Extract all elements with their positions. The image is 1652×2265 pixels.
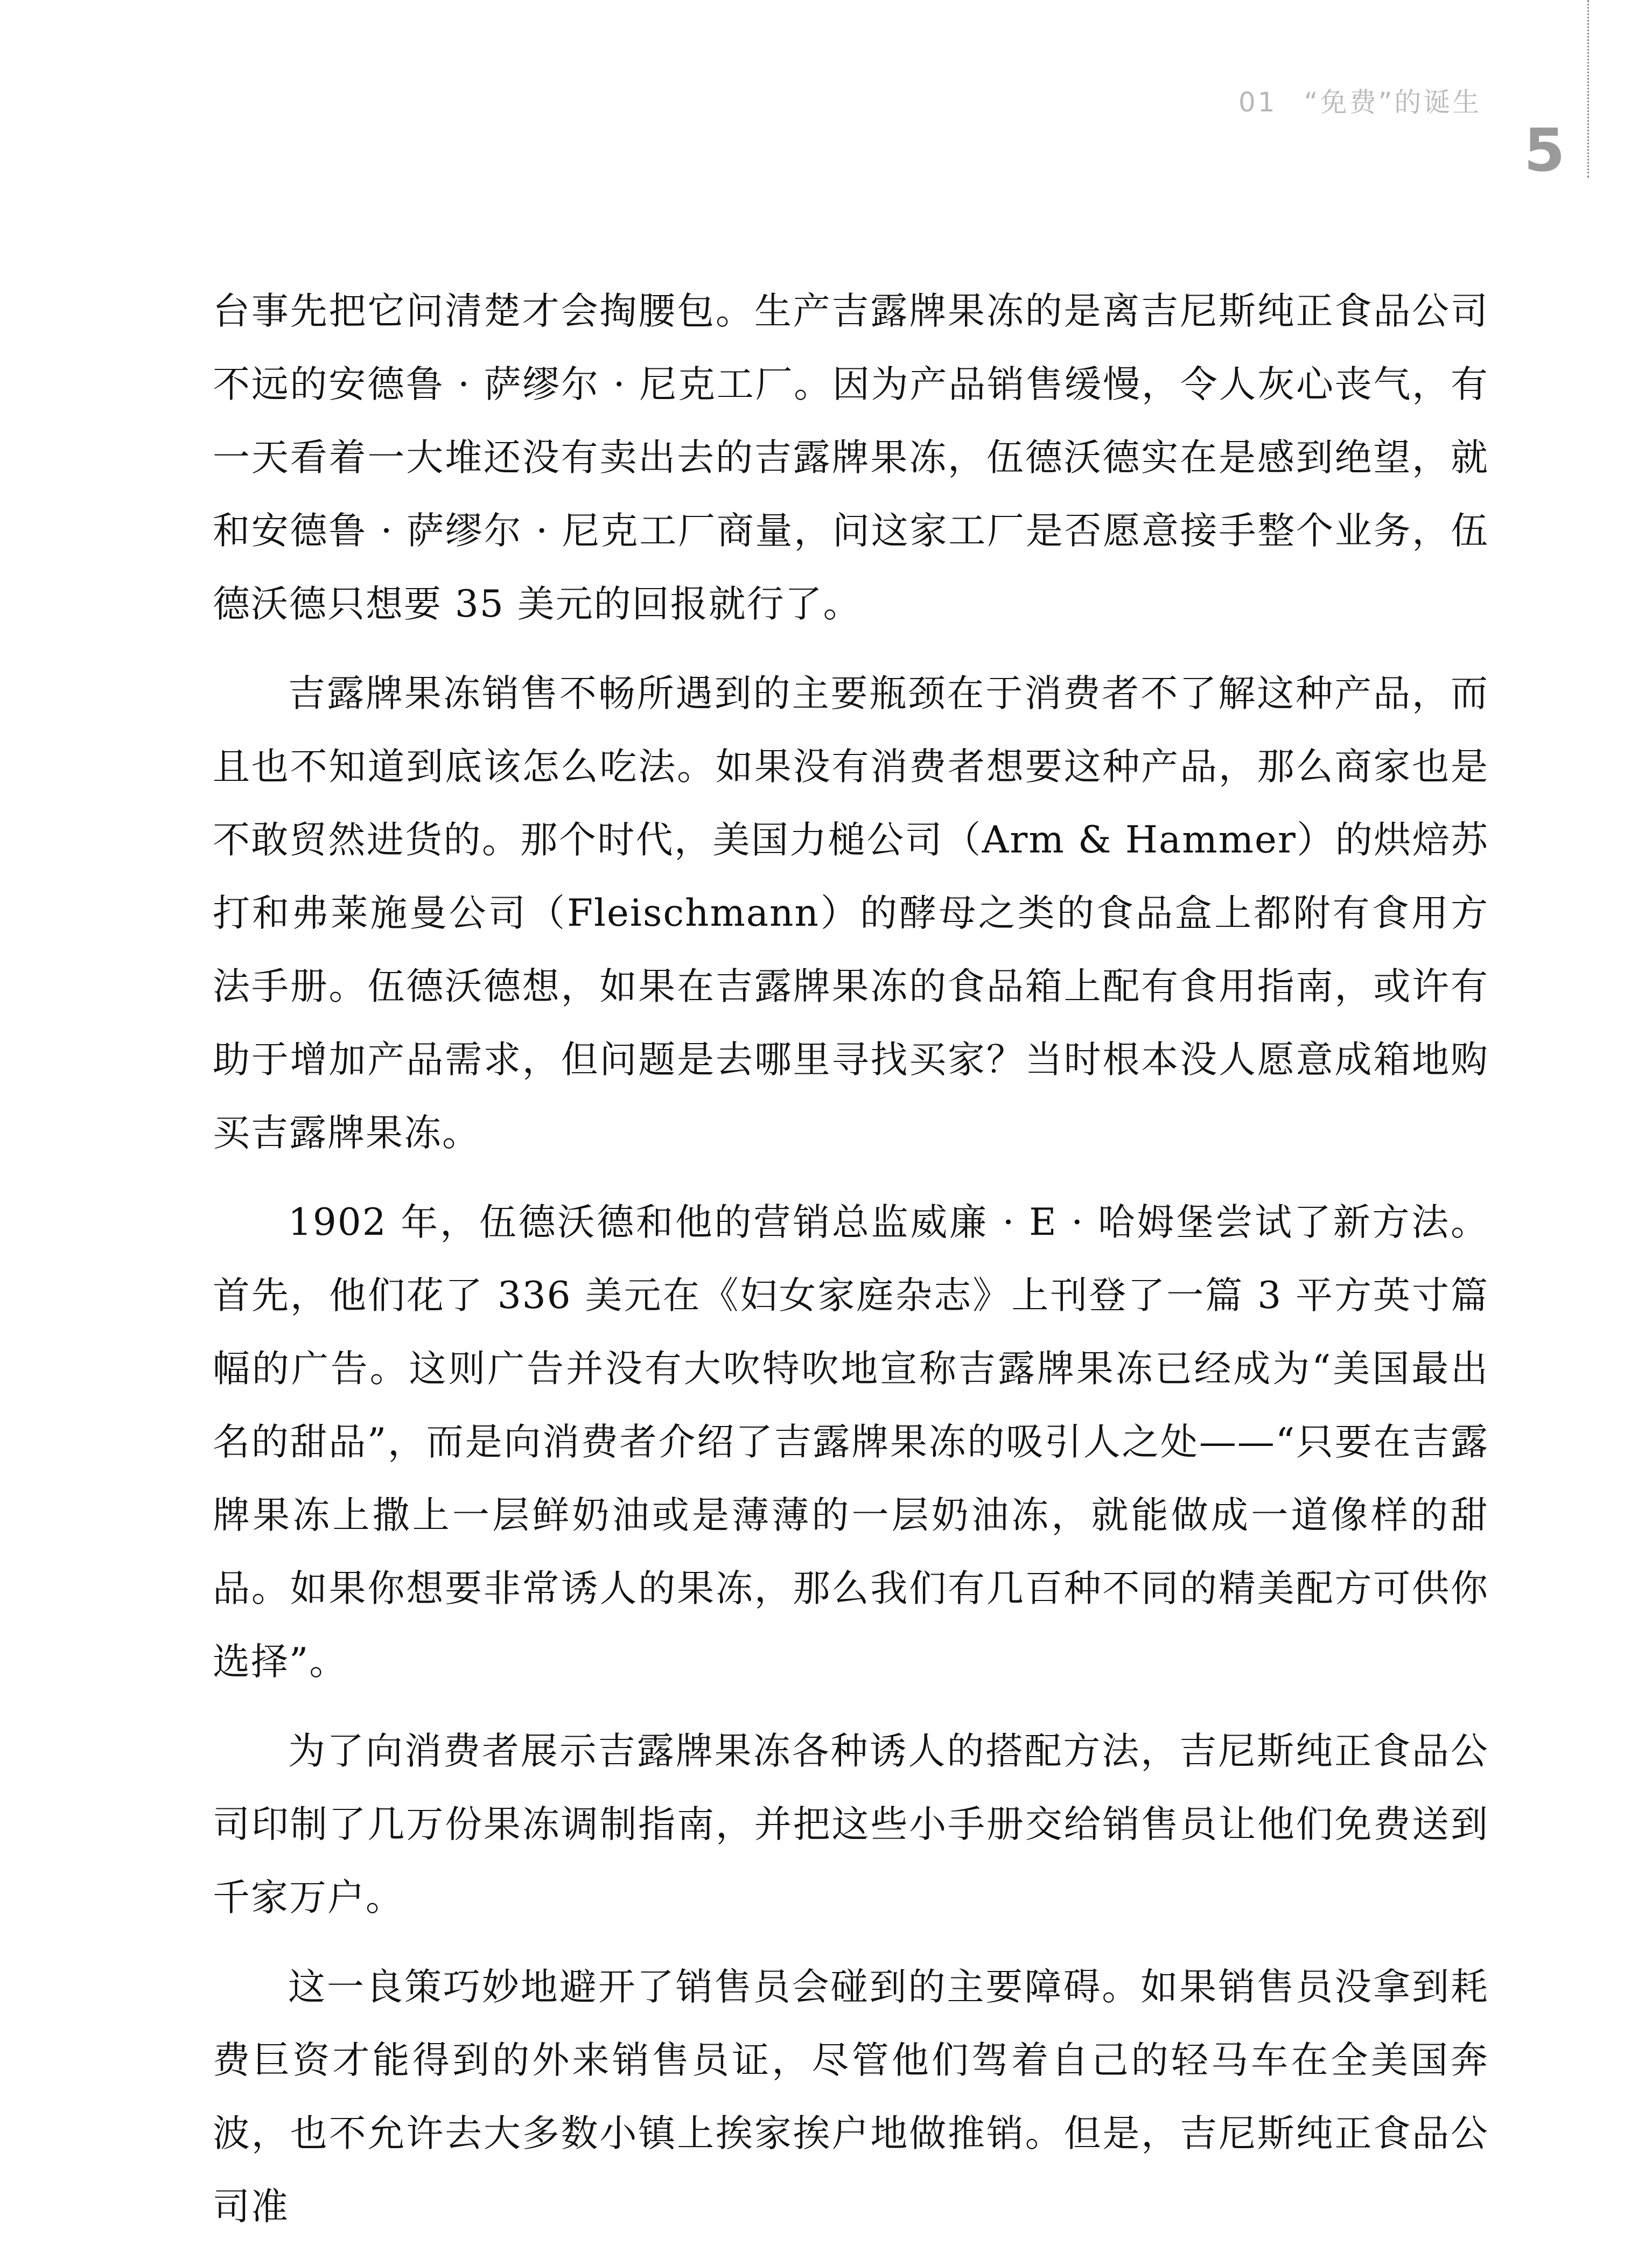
chapter-number: 01: [1238, 87, 1277, 118]
chapter-title: “免费”的诞生: [1304, 87, 1482, 118]
margin-rule: [1587, 0, 1589, 178]
running-header: [1238, 81, 1551, 120]
paragraph-continued: 台事先把它问清楚才会掏腰包。生产吉露牌果冻的是离吉尼斯纯正食品公司不远的安德鲁 · 萨缪尔 · 尼克工厂。因为产品销售缓慢，令人灰心丧气，有一天看着一大堆还没有卖出去的吉露牌果冻，伍德沃德实在是感到绝望，就和安德鲁 · 萨缪尔 · 尼克工厂商量，问这家工厂是否愿意接手整个业务，伍德沃德只想要 35 美元的回报就行了。: [213, 290, 1489, 626]
body-text: [213, 275, 1489, 2260]
page-number: 5: [1524, 116, 1565, 185]
paragraph: 这一良策巧妙地避开了销售员会碰到的主要障碍。如果销售员没拿到耗费巨资才能得到的外来销售员证，尽管他们驾着自己的轻马车在全美国奔波，也不允许去大多数小镇上挨家挨户地做推销。但是，吉尼斯纯正食品公司准: [213, 1966, 1489, 2228]
paragraph: 为了向消费者展示吉露牌果冻各种诱人的搭配方法，吉尼斯纯正食品公司印制了几万份果冻调制指南，并把这些小手册交给销售员让他们免费送到千家万户。: [213, 1730, 1489, 1919]
paragraph: 吉露牌果冻销售不畅所遇到的主要瓶颈在于消费者不了解这种产品，而且也不知道到底该怎么吃法。如果没有消费者想要这种产品，那么商家也是不敢贸然进货的。那个时代，美国力槌公司（Arm & Hammer）的烘焙苏打和弗莱施曼公司（Fleischmann）的酵母之类的食品盒上都附有食用方法手册。伍德沃德想，如果在吉露牌果冻的食品箱上配有食用指南，或许有助于增加产品需求，但问题是去哪里寻找买家？当时根本没人愿意成箱地购买吉露牌果冻。: [213, 672, 1489, 1155]
paragraph: 1902 年，伍德沃德和他的营销总监威廉 · E · 哈姆堡尝试了新方法。首先，他们花了 336 美元在《妇女家庭杂志》上刊登了一篇 3 平方英寸篇幅的广告。这则广告并没有大吹特吹地宣称吉露牌果冻已经成为“美国最出名的甜品”，而是向消费者介绍了吉露牌果冻的吸引人之处——“只要在吉露牌果冻上撒上一层鲜奶油或是薄薄的一层奶油冻，就能做成一道像样的甜品。如果你想要非常诱人的果冻，那么我们有几百种不同的精美配方可供你选择”。: [213, 1201, 1489, 1683]
